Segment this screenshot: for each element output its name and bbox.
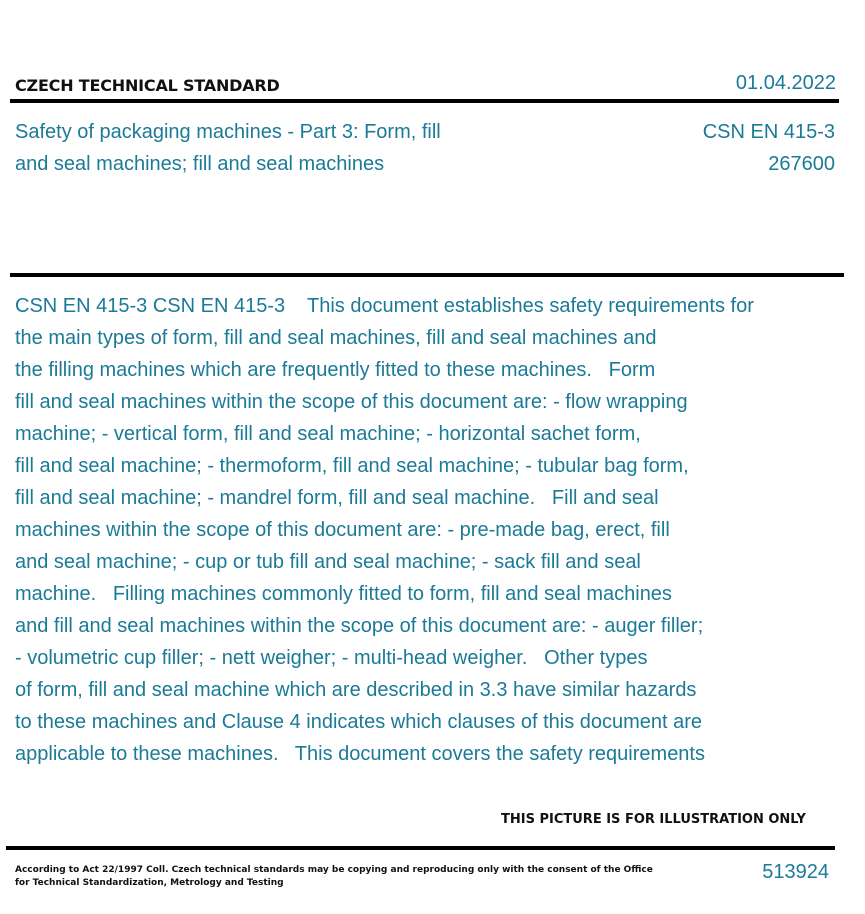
abstract-line: and fill and seal machines within the scope of this document are: - auger filler; (15, 615, 704, 637)
legal-line: According to Act 22/1997 Coll. Czech technical standards may be copying and reproducing only with the consent of the Office (15, 865, 653, 875)
standard-type-label: CZECH TECHNICAL STANDARD (15, 76, 280, 95)
legal-notice (15, 864, 653, 890)
abstract-line: and seal machine; - cup or tub fill and seal machine; - sack fill and seal (15, 551, 641, 573)
abstract-line: machines within the scope of this document are: - pre-made bag, erect, fill (15, 519, 670, 541)
abstract-line: - volumetric cup filler; - nett weigher; - multi-head weigher. Other types (15, 647, 648, 669)
abstract-line: of form, fill and seal machine which are described in 3.3 have similar hazards (15, 679, 697, 701)
illustration-notice: THIS PICTURE IS FOR ILLUSTRATION ONLY (501, 812, 806, 827)
abstract-line: applicable to these machines. This document covers the safety requirements (15, 743, 705, 765)
abstract-line: machine; - vertical form, fill and seal machine; - horizontal sachet form, (15, 423, 641, 445)
footer-divider (6, 846, 835, 850)
abstract-line: CSN EN 415-3 CSN EN 415-3 This document establishes safety requirements for (15, 295, 754, 317)
legal-line: for Technical Standardization, Metrology and Testing (15, 878, 284, 888)
header-divider (10, 99, 839, 103)
abstract-line: the main types of form, fill and seal machines, fill and seal machines and (15, 327, 657, 349)
standard-identifiers (703, 116, 835, 180)
class-number: 267600 (768, 153, 835, 175)
abstract-line: to these machines and Clause 4 indicates which clauses of this document are (15, 711, 703, 733)
publication-date: 01.04.2022 (735, 72, 836, 94)
title-line: and seal machines; fill and seal machines (15, 153, 385, 175)
document-title (15, 116, 535, 180)
standard-code: CSN EN 415-3 (702, 121, 835, 143)
abstract-text (15, 290, 845, 770)
abstract-line: machine. Filling machines commonly fitted to form, fill and seal machines (15, 583, 672, 605)
title-divider (10, 273, 844, 277)
abstract-line: the filling machines which are frequently fitted to these machines. Form (15, 359, 656, 381)
document-id: 513924 (762, 861, 829, 883)
title-line: Safety of packaging machines - Part 3: Form, fill (15, 121, 441, 143)
abstract-line: fill and seal machines within the scope of this document are: - flow wrapping (15, 391, 688, 413)
abstract-line: fill and seal machine; - mandrel form, fill and seal machine. Fill and seal (15, 487, 659, 509)
abstract-line: fill and seal machine; - thermoform, fill and seal machine; - tubular bag form, (15, 455, 689, 477)
